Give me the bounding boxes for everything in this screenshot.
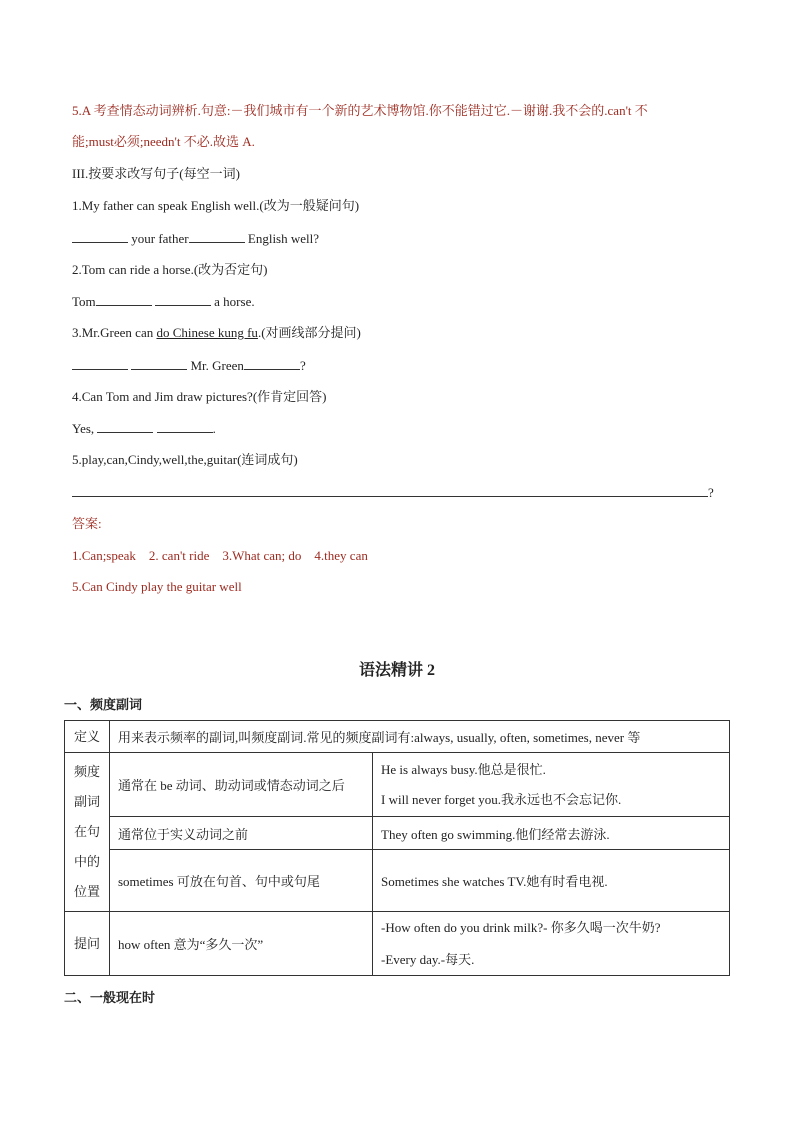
answer-blank[interactable]: [97, 418, 153, 433]
table-row: [65, 753, 730, 817]
example-cell: They often go swimming.他们经常去游泳.: [373, 817, 730, 850]
answers-line1: 1.Can;speak 2. can't ride 3.What can; do 4.they can: [72, 548, 368, 563]
question-3-answer-line: Mr. Green ?: [72, 355, 306, 376]
rule-cell: how often 意为“多久一次”: [110, 912, 373, 976]
subheading-frequency-adverbs: 一、频度副词: [64, 698, 143, 713]
frequency-adverb-table: [64, 720, 730, 976]
example-cell: -How often do you drink milk?- 你多久喝一次牛奶? -Every day.-每天.: [373, 912, 730, 976]
question-4-answer-line: Yes, .: [72, 418, 216, 439]
subheading-simple-present: 二、一般现在时: [64, 991, 156, 1006]
table-row: [65, 850, 730, 912]
answer-blank[interactable]: [189, 228, 245, 243]
answer-blank[interactable]: [72, 482, 708, 497]
section-heading: III.按要求改写句子(每空一词): [72, 166, 240, 181]
answer-blank[interactable]: [155, 291, 211, 306]
question-4-prompt: 4.Can Tom and Jim draw pictures?(作肯定回答): [72, 389, 327, 404]
question-2-prompt: 2.Tom can ride a horse.(改为否定句): [72, 262, 268, 277]
table-row: [65, 912, 730, 976]
definition-label: 定义: [65, 721, 110, 753]
answer-blank[interactable]: [96, 291, 152, 306]
rule-cell: 通常位于实义动词之前: [110, 817, 373, 850]
definition-text: 用来表示频率的副词,叫频度副词.常见的频度副词有:always, usually, often, sometimes, never 等: [110, 721, 730, 753]
question-1-answer-line: your father English well?: [72, 228, 319, 249]
answer-blank[interactable]: [244, 355, 300, 370]
question-5-answer-line: ?: [72, 482, 714, 503]
rule-cell: sometimes 可放在句首、句中或句尾: [110, 850, 373, 912]
question-3-prompt: 3.Mr.Green can do Chinese kung fu.(对画线部分提问): [72, 325, 361, 340]
table-row: [65, 817, 730, 850]
ask-label: 提问: [65, 912, 110, 976]
answer-blank[interactable]: [157, 418, 213, 433]
example-cell: Sometimes she watches TV.她有时看电视.: [373, 850, 730, 912]
prev-answer-line2: 能;must必须;needn't 不必.故选 A.: [72, 134, 255, 149]
position-label: 频度 副词 在句 中的 位置: [65, 753, 110, 912]
question-1-prompt: 1.My father can speak English well.(改为一般疑问句): [72, 198, 360, 213]
answer-blank[interactable]: [131, 355, 187, 370]
prev-answer-line1: 5.A 考查情态动词辨析.句意:－我们城市有一个新的艺术博物馆.你不能错过它.－谢谢.我不会的.can't 不: [72, 103, 648, 118]
example-cell: He is always busy.他总是很忙. I will never forget you.我永远也不会忘记你.: [373, 753, 730, 817]
table-row: [65, 721, 730, 753]
answer-blank[interactable]: [72, 228, 128, 243]
answer-blank[interactable]: [72, 355, 128, 370]
answers-label: 答案:: [72, 516, 102, 531]
question-2-answer-line: Tom a horse.: [72, 291, 255, 312]
question-5-prompt: 5.play,can,Cindy,well,the,guitar(连词成句): [72, 452, 298, 467]
section-title: 语法精讲 2: [358, 662, 435, 679]
rule-cell: 通常在 be 动词、助动词或情态动词之后: [110, 753, 373, 817]
answers-line2: 5.Can Cindy play the guitar well: [72, 579, 242, 594]
underlined-phrase: do Chinese kung fu: [156, 325, 258, 340]
